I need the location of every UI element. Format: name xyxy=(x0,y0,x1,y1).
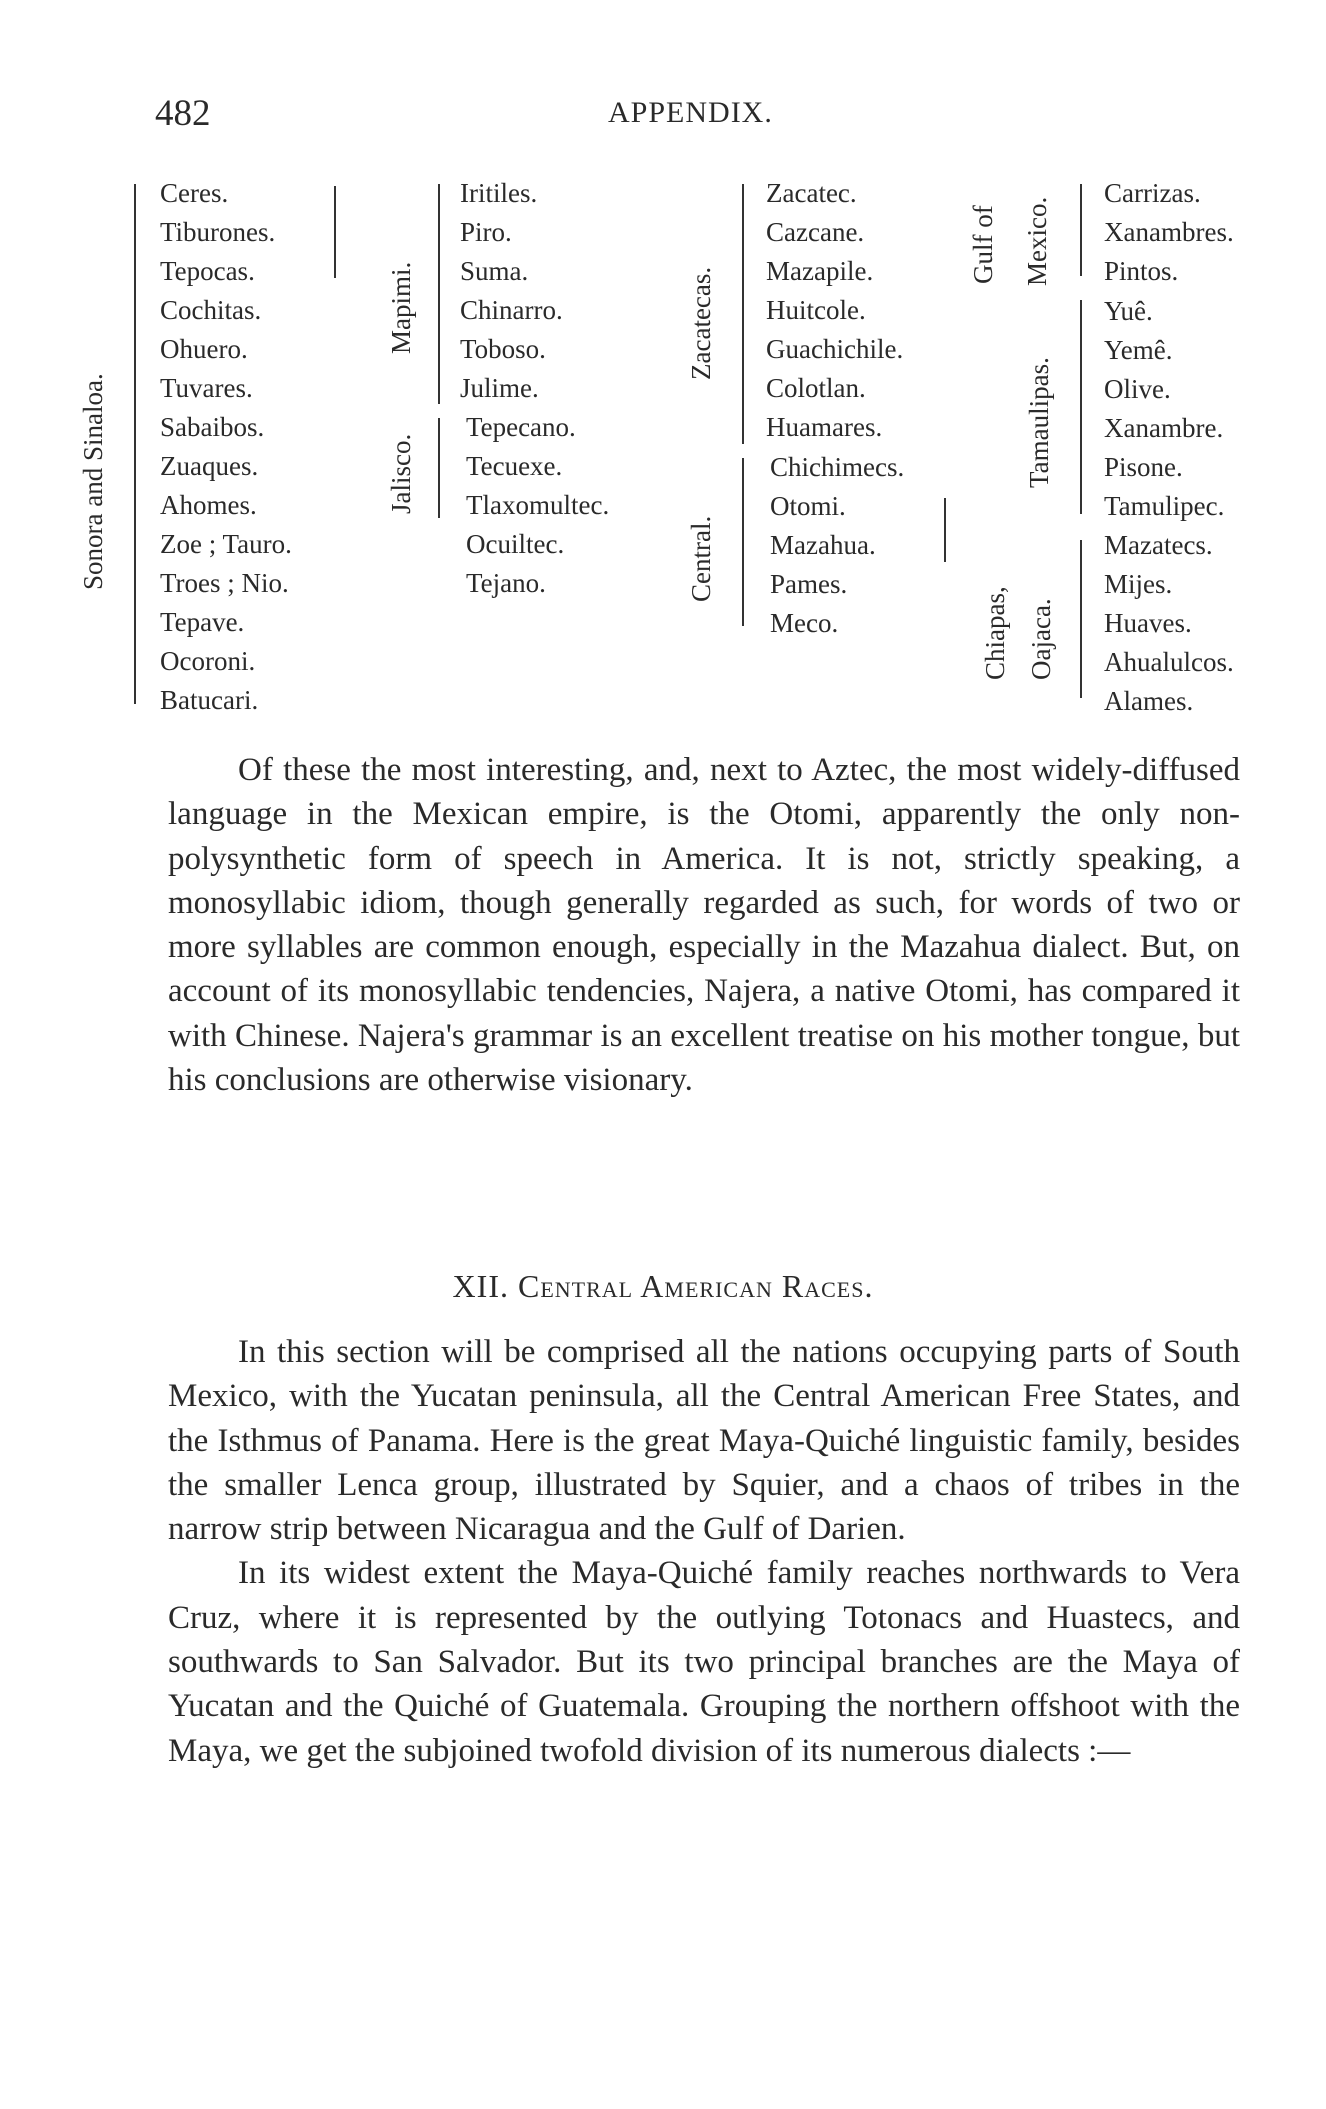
group-label-central: Central. xyxy=(686,515,716,602)
group-label-zacatecas: Zacatecas. xyxy=(686,266,716,380)
list-mapimi xyxy=(460,174,563,408)
list-item: Otomi. xyxy=(770,491,846,521)
list-item: Carrizas. xyxy=(1104,178,1201,208)
list-central xyxy=(770,448,904,643)
list-item: Ohuero. xyxy=(160,334,248,364)
brace-otomi-mazahua xyxy=(944,498,946,562)
list-item: Pisone. xyxy=(1104,452,1183,482)
list-item: Ocuiltec. xyxy=(466,529,565,559)
list-item: Batucari. xyxy=(160,685,259,715)
list-item: Mazatecs. xyxy=(1104,530,1213,560)
section-heading: XII. Central American Races. xyxy=(452,1268,874,1304)
list-item: Ocoroni. xyxy=(160,646,256,676)
list-item: Guachichile. xyxy=(766,334,904,364)
list-item: Piro. xyxy=(460,217,512,247)
group-label-gulf-line2: Mexico. xyxy=(1022,196,1052,286)
brace-tamaulipas xyxy=(1080,300,1082,514)
list-sonora-sinaloa xyxy=(160,174,292,720)
list-item: Tuvares. xyxy=(160,373,253,403)
list-item: Julime. xyxy=(460,373,539,403)
list-item: Tiburones. xyxy=(160,217,276,247)
list-item: Tamulipec. xyxy=(1104,491,1225,521)
brace-sonora-sinaloa xyxy=(134,184,136,704)
brace-zacatecas xyxy=(742,184,744,444)
list-item: Olive. xyxy=(1104,374,1171,404)
list-item: Xanambre. xyxy=(1104,413,1224,443)
group-label-jalisco: Jalisco. xyxy=(386,433,416,514)
list-item: Toboso. xyxy=(460,334,546,364)
list-item: Tepocas. xyxy=(160,256,255,286)
list-item: Xanambres. xyxy=(1104,217,1234,247)
list-item: Colotlan. xyxy=(766,373,866,403)
list-item: Tepecano. xyxy=(466,412,576,442)
running-head: APPENDIX. xyxy=(608,96,773,129)
group-label-chiapas-line1: Chiapas, xyxy=(980,586,1010,680)
list-item: Sabaibos. xyxy=(160,412,265,442)
group-label-chiapas-line2: Oajaca. xyxy=(1026,598,1056,680)
list-item: Meco. xyxy=(770,608,839,638)
list-item: Zoe ; Tauro. xyxy=(160,529,292,559)
list-item: Huamares. xyxy=(766,412,883,442)
group-label-sonora-sinaloa: Sonora and Sinaloa. xyxy=(78,373,108,590)
brace-ceres-tepocas xyxy=(334,186,336,278)
page-number: 482 xyxy=(155,93,211,134)
list-item: Tecuexe. xyxy=(466,451,563,481)
list-item: Troes ; Nio. xyxy=(160,568,289,598)
list-item: Ahomes. xyxy=(160,490,257,520)
list-tamaulipas xyxy=(1104,292,1224,526)
paragraph-text: Of these the most interesting, and, next to Aztec, the most widely-diffused language in the Mexican empire, is the Otomi, apparently the only non-polysynthetic form of speech in America. It is not, strictly speaking, a monosyllabic idiom, though generally regarded as such, for words of two or more syllables are common enough, especially in the Mazahua dialect. But, on account of its monosyllabic tendencies, Najera, a native Otomi, has compared it with Chinese. Najera's grammar is an excellent treatise on his mother tongue, but his conclusions are otherwise visionary. xyxy=(168,752,1240,1099)
list-item: Iritiles. xyxy=(460,178,538,208)
group-label-gulf-line1: Gulf of xyxy=(968,205,998,284)
list-item: Alames. xyxy=(1104,686,1194,716)
list-item: Mazapile. xyxy=(766,256,874,286)
list-zacatecas xyxy=(766,174,903,447)
list-item: Huitcole. xyxy=(766,295,866,325)
paragraph-otomi xyxy=(168,748,1240,1102)
list-item: Chinarro. xyxy=(460,295,563,325)
list-item: Pames. xyxy=(770,569,848,599)
list-item: Chichimecs. xyxy=(770,452,905,482)
list-item: Mijes. xyxy=(1104,569,1173,599)
group-label-mapimi: Mapimi. xyxy=(386,261,416,354)
list-item: Tlaxomultec. xyxy=(466,490,610,520)
list-item: Zuaques. xyxy=(160,451,259,481)
paragraph-section-intro xyxy=(168,1330,1240,1773)
list-chiapas xyxy=(1104,526,1234,721)
list-item: Pintos. xyxy=(1104,256,1179,286)
paragraph-text: In this section will be comprised all the nations occupying parts of South Mexico, with the Yucatan peninsula, all the Central American Free States, and the Isthmus of Panama. Here is the great Maya-Quiché linguistic family, besides the smaller Lenca group, illustrated by Squier, and a chaos of tribes in the narrow strip between Nicaragua and the Gulf of Darien. xyxy=(168,1334,1240,1548)
group-label-tamaulipas: Tamaulipas. xyxy=(1024,357,1054,488)
list-item: Tepave. xyxy=(160,607,245,637)
list-item: Cazcane. xyxy=(766,217,865,247)
list-item: Mazahua. xyxy=(770,530,876,560)
list-item: Yemê. xyxy=(1104,335,1173,365)
list-item: Ahualulcos. xyxy=(1104,647,1234,677)
list-item: Cochitas. xyxy=(160,295,262,325)
list-item: Zacatec. xyxy=(766,178,857,208)
list-item: Huaves. xyxy=(1104,608,1192,638)
list-item: Tejano. xyxy=(466,568,546,598)
brace-jalisco xyxy=(438,418,440,518)
brace-chiapas xyxy=(1080,540,1082,698)
brace-central xyxy=(742,458,744,626)
list-gulf xyxy=(1104,174,1234,291)
list-item: Ceres. xyxy=(160,178,229,208)
list-item: Suma. xyxy=(460,256,529,286)
list-item: Yuê. xyxy=(1104,296,1153,326)
paragraph-text: In its widest extent the Maya-Quiché family reaches northwards to Vera Cruz, where it is represented by the outlying Totonacs and Huastecs, and southwards to San Salvador. But its two principal branches are the Maya of Yucatan and the Quiché of Guatemala. Grouping the northern offshoot with the Maya, we get the subjoined twofold division of its numerous dialects :— xyxy=(168,1555,1240,1769)
brace-mapimi xyxy=(438,184,440,404)
list-jalisco xyxy=(466,408,609,603)
brace-gulf xyxy=(1080,184,1082,276)
